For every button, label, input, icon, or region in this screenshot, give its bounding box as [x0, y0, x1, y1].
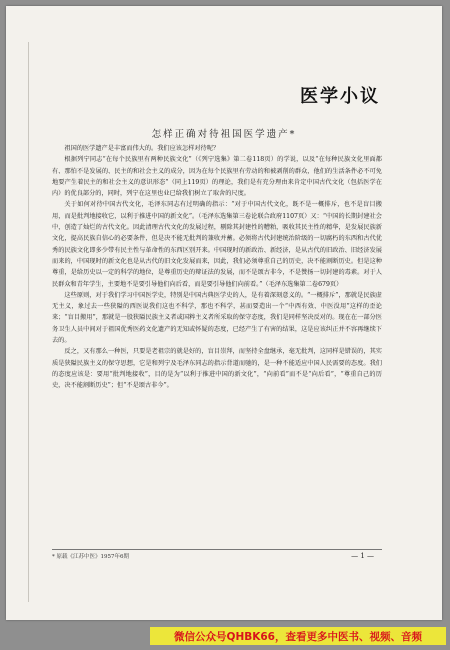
- paragraph: 这些原则，对于我们学习中国医学史，特别是中国古典医学史的人，是有着深刻意义的。“一概排斥”，那就是民族虚无主义，象过去一些狭隘的西医说我们这也不科学，那也不科学，甚而要造出一个“中西有效、中医没用”这样的歪论来；“盲目搬用”，那就是一股狭隘民族主义者或国粹主义者所采取的保守态度，我们是同样坚决反对的。现在在一部分医务卫生人员中间对于祖国优秀医药文化遗产的无知或怀疑的态度，已经产生了有害的结果，这是应该纠正并不容再继续下去的。: [52, 291, 382, 345]
- page-number: — 1 —: [351, 552, 374, 560]
- paragraph: 反之，又有那么一种医，只要是老祖宗的就是好的，盲目崇拜，而坚持全盘继承，毫无批判，这同样是错误的，其实质是狭隘民族主义的保守思想，它是和列宁及毛泽东同志的指示背道而驰的，是一种不能适应中国人民需要的态度。我们的态度应该是：要用“批判地接收”，目的是为“以利于推进中国的新文化”，“向前看”而不是“向后看”，“尊重自己的历史，决不能割断历史”；但“不是颂古非今”。: [52, 348, 382, 390]
- footnote-divider: [52, 549, 382, 550]
- section-title: 医学小议: [300, 86, 380, 107]
- paragraph: 关于如何对待中国古代文化，毛泽东同志有过明确的指示：“对于中国古代文化，既不是一概排斥，也不是盲目搬用，而是批判地接收它，以利于推进中国的新文化”。（毛泽东选集第三卷论联合政府1107页）又：“中国的长期封建社会中，创造了灿烂的古代文化。因此清理古代文化的发展过程，剔除其封建性的糟粕，吸收其民主性的精华，是发展民族新文化，提高民族自信心的必要条件，但是决不能无批判的兼收并蓄。必须将古代封建统治阶级的一切腐朽的东西和古代优秀的民族文化即多少带有民主性与革命性的东西区别开来。中国现时的新政治、新经济，是从古代的旧政治、旧经济发展而来的，中国现时的新文化也是从古代的旧文化发展而来，因此，我们必须尊重自己的历史，决不能割断历史。但是这种尊重，是给历史以一定的科学的地位，是尊重历史的辩证法的发展，而不是颂古非今，不是赞扬一切封建的毒素。对于人民群众和青年学生，主要地不是要引导他们向后看，而是要引导他们向前看。”（毛泽东选集第二卷679页）: [52, 201, 382, 288]
- footnote: * 原载《江苏中医》1957年6期: [52, 554, 129, 560]
- document-page: [6, 6, 442, 620]
- paragraph: 祖国的医学遗产是丰富而伟大的。我们应该怎样对待呢？: [64, 145, 220, 152]
- wechat-banner[interactable]: [150, 627, 446, 645]
- article-title: 怎样正确对待祖国医学遗产*: [151, 129, 297, 140]
- article-body: [52, 143, 382, 392]
- paragraph: 根据列宁同志“在每个民族里有两种民族文化”（《列宁选集》第二卷118页）的学说，以及“在每种民族文化里面都有、那怕不是发展的、民主的和社会主义的成分，因为在每个民族里有劳动的和被剥削的群众，他们的生活条件必不可免地要产生着民主的和社会主义的意识形态”（同上119页）的理论，我们是有充分理由来肯定中国古代文化（包括医学在内）的优良部分的，同时，列宁在这里也业已给我们树立了取舍的尺度。: [52, 156, 382, 198]
- banner-text: 微信公众号QHBK66，查看更多中医书、视频、音频: [174, 630, 422, 643]
